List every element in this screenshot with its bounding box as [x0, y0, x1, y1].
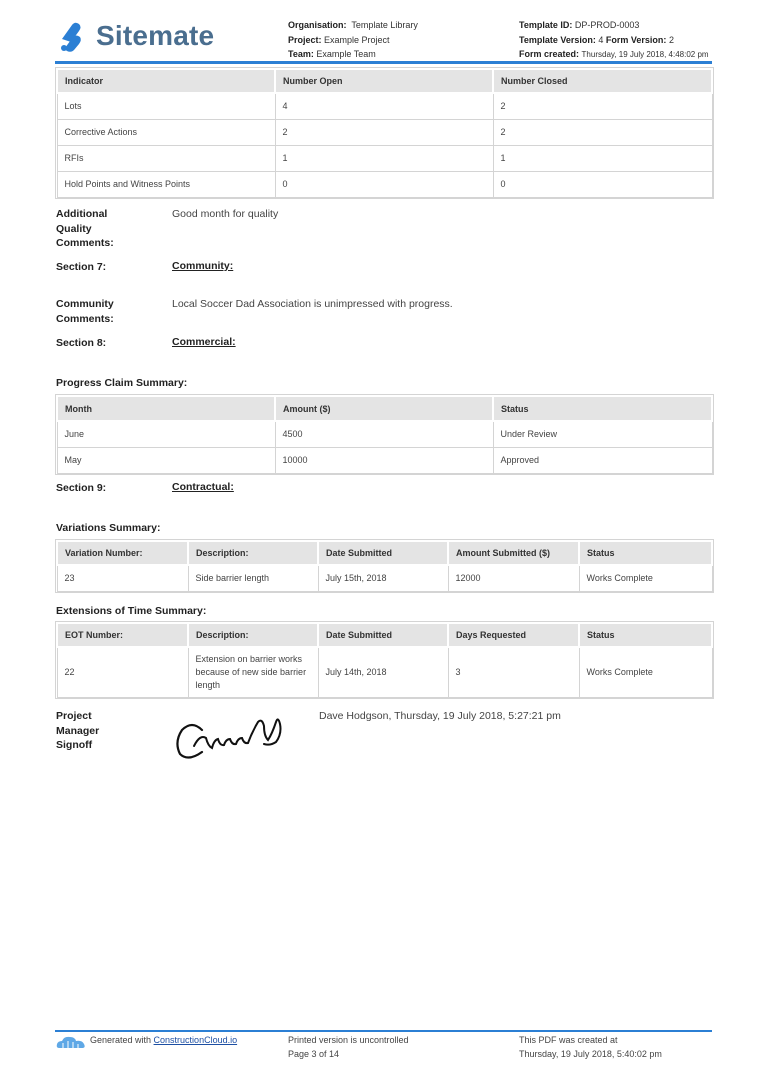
table-row	[57, 119, 712, 145]
table-header-row	[57, 623, 712, 647]
column-header: Date Submitted	[318, 623, 448, 647]
table-cell: 2	[493, 119, 712, 145]
label-line: Project	[56, 710, 92, 722]
signoff-details: Dave Hodgson, Thursday, 19 July 2018, 5:27:21 pm	[319, 710, 561, 722]
footer-pdf-info	[519, 1034, 662, 1061]
table-cell: 0	[275, 171, 493, 197]
table-cell: 2	[275, 119, 493, 145]
eot-title: Extensions of Time Summary:	[56, 605, 207, 617]
signature-image	[172, 712, 287, 764]
table-cell: 3	[448, 647, 579, 697]
eot-table	[56, 622, 713, 698]
table-cell: 22	[57, 647, 188, 697]
table-cell: Hold Points and Witness Points	[57, 171, 275, 197]
template-version-value: 4	[598, 34, 604, 45]
table-row	[57, 447, 712, 473]
additional-quality-label	[56, 207, 156, 251]
column-header: Status	[579, 541, 712, 565]
section-8-title: Commercial:	[172, 336, 236, 348]
table-cell: July 15th, 2018	[318, 565, 448, 591]
section-9-label: Section 9:	[56, 482, 107, 494]
template-version-label: Template Version:	[519, 34, 596, 45]
organisation-value: Template Library	[351, 20, 418, 30]
section-8-label: Section 8:	[56, 337, 107, 349]
table-cell: July 14th, 2018	[318, 647, 448, 697]
project-label: Project:	[288, 34, 322, 45]
column-header: Month	[57, 396, 275, 421]
label-line: Signoff	[56, 739, 93, 751]
column-header: Number Closed	[493, 69, 712, 93]
table-row	[57, 421, 712, 447]
construction-cloud-icon	[56, 1035, 86, 1049]
table-cell: Side barrier length	[188, 565, 318, 591]
table-row	[57, 565, 712, 591]
table-row	[57, 93, 712, 119]
generated-prefix: Generated with	[90, 1035, 154, 1045]
table-cell: 4	[275, 93, 493, 119]
label-line: Additional	[56, 208, 108, 220]
column-header: Amount Submitted ($)	[448, 541, 579, 565]
footer-print-info	[288, 1034, 409, 1061]
additional-quality-value: Good month for quality	[172, 208, 279, 220]
table-header-row	[57, 541, 712, 565]
table-cell: RFIs	[57, 145, 275, 171]
column-header: Indicator	[57, 69, 275, 93]
table-cell: Under Review	[493, 421, 712, 447]
footer-generated	[90, 1034, 237, 1048]
table-cell: Approved	[493, 447, 712, 473]
table-cell: 12000	[448, 565, 579, 591]
table-cell: 2	[493, 93, 712, 119]
table-cell: 0	[493, 171, 712, 197]
label-line: Manager	[56, 724, 100, 737]
progress-claim-table	[56, 395, 713, 474]
table-row	[57, 145, 712, 171]
organisation-label: Organisation:	[288, 20, 347, 30]
table-row	[57, 647, 712, 697]
label-line: Comments:	[56, 237, 114, 249]
column-header: Variation Number:	[57, 541, 188, 565]
column-header: Description:	[188, 623, 318, 647]
column-header: EOT Number:	[57, 623, 188, 647]
header-org-info	[288, 18, 508, 62]
table-header-row	[57, 396, 712, 421]
label-line: Comments:	[56, 312, 114, 325]
table-cell: Extension on barrier works because of new side barrier length	[188, 647, 318, 697]
pdf-created-value: Thursday, 19 July 2018, 5:40:02 pm	[519, 1048, 662, 1059]
column-header: Days Requested	[448, 623, 579, 647]
table-header-row	[57, 69, 712, 93]
community-comments-label	[56, 297, 156, 326]
column-header: Amount ($)	[275, 396, 493, 421]
column-header: Date Submitted	[318, 541, 448, 565]
variations-table	[56, 540, 713, 592]
label-line: Quality	[56, 222, 92, 235]
column-header: Description:	[188, 541, 318, 565]
section-7-title: Community:	[172, 260, 234, 272]
project-value: Example Project	[324, 34, 390, 45]
progress-claim-title: Progress Claim Summary:	[56, 377, 188, 389]
form-version-label: Form Version:	[605, 34, 667, 45]
column-header: Status	[579, 623, 712, 647]
section-9-title: Contractual:	[172, 481, 234, 493]
section-7-label: Section 7:	[56, 261, 107, 273]
construction-cloud-link[interactable]: ConstructionCloud.io	[153, 1035, 238, 1045]
header-divider	[55, 61, 712, 64]
table-cell: Works Complete	[579, 565, 712, 591]
pdf-created-label: This PDF was created at	[519, 1035, 618, 1045]
page-number: Page 3 of 14	[288, 1048, 340, 1059]
form-created-label: Form created:	[519, 49, 580, 59]
table-cell: 10000	[275, 447, 493, 473]
form-version-value: 2	[668, 34, 674, 45]
table-cell: 4500	[275, 421, 493, 447]
table-cell: Lots	[57, 93, 275, 119]
brand-name: Sitemate	[96, 20, 215, 51]
sitemate-logo	[58, 18, 214, 54]
template-id-label: Template ID:	[519, 20, 573, 30]
quality-indicators-table	[56, 68, 713, 198]
table-cell: 23	[57, 565, 188, 591]
table-row	[57, 171, 712, 197]
template-id-value: DP-PROD-0003	[574, 20, 640, 30]
team-label: Team:	[288, 49, 314, 59]
community-comments-value: Local Soccer Dad Association is unimpressed with progress.	[172, 298, 453, 310]
column-header: Number Open	[275, 69, 493, 93]
sitemate-logo-icon	[58, 19, 86, 53]
table-cell: May	[57, 447, 275, 473]
printed-notice: Printed version is uncontrolled	[288, 1035, 409, 1045]
table-cell: June	[57, 421, 275, 447]
footer-divider	[55, 1030, 712, 1032]
table-cell: Corrective Actions	[57, 119, 275, 145]
label-line: Community	[56, 298, 114, 310]
variations-title: Variations Summary:	[56, 522, 161, 534]
header-template-info	[519, 18, 719, 63]
form-created-value: Thursday, 19 July 2018, 4:48:02 pm	[581, 50, 709, 59]
column-header: Status	[493, 396, 712, 421]
signoff-label	[56, 709, 156, 753]
team-value: Example Team	[316, 49, 376, 59]
table-cell: 1	[275, 145, 493, 171]
table-cell: 1	[493, 145, 712, 171]
table-cell: Works Complete	[579, 647, 712, 697]
